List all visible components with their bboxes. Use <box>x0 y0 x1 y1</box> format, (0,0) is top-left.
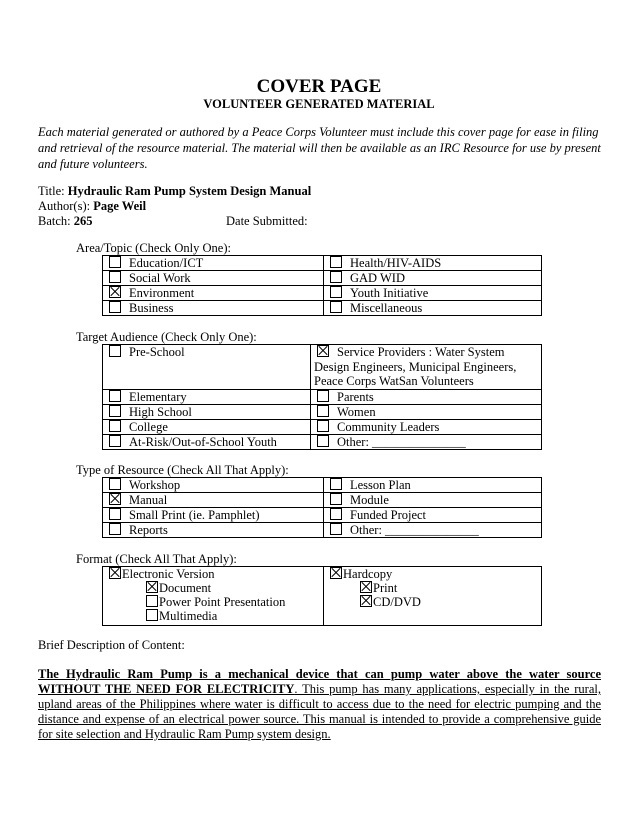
option-label: Service Providers : Water System <box>337 345 505 359</box>
date-submitted-label: Date Submitted: <box>226 214 308 228</box>
format-option[interactable] <box>330 567 541 581</box>
checked-checkbox-icon[interactable] <box>317 345 329 357</box>
option-label: Pre-School <box>129 345 185 359</box>
format-heading: Format (Check All That Apply): <box>76 552 237 566</box>
audience-option[interactable] <box>103 345 311 390</box>
author-value: Page Weil <box>93 199 147 213</box>
checkbox-icon[interactable] <box>109 271 121 283</box>
option-label: Social Work <box>129 271 191 285</box>
audience-option[interactable] <box>311 405 542 420</box>
audience-option[interactable] <box>311 420 542 435</box>
option-label: Design Engineers, Municipal Engineers, <box>314 359 517 374</box>
checkbox-icon[interactable] <box>109 435 121 447</box>
description-body: . This pump has many applications, especially in the rural, upland areas of the Philippines where water is difficult to access due to the need for electric pumping and the distance and expense of an electrical power source. This manual is intended to provide a comprehensive guide for site selection and Hydraulic Ram Pump system design. <box>38 682 601 741</box>
description-lead: The Hydraulic Ram Pump is a mechanical device that can pump water above the water source WITHOUT THE NEED FOR ELECTRICITY <box>38 667 601 696</box>
resource-option[interactable] <box>324 493 542 508</box>
checkbox-icon[interactable] <box>330 301 342 313</box>
area-heading: Area/Topic (Check Only One): <box>76 241 231 255</box>
checkbox-icon[interactable] <box>109 523 121 535</box>
audience-option[interactable] <box>311 390 542 405</box>
resource-option[interactable] <box>103 493 324 508</box>
title-label: Title: <box>38 184 68 198</box>
checkbox-icon[interactable] <box>330 523 342 535</box>
area-option[interactable] <box>103 271 324 286</box>
audience-option[interactable] <box>103 420 311 435</box>
audience-option[interactable] <box>311 435 542 450</box>
resource-option[interactable] <box>324 523 542 538</box>
batch-line <box>38 214 93 229</box>
intro-text: Each material generated or authored by a Peace Corps Volunteer must include this cover page for ease in filing and retrieval of the resource material. The material will then be available as an IRC Resource for use by present and future volunteers. <box>38 125 601 171</box>
option-label: Funded Project <box>350 508 427 522</box>
option-label: Other: _______________ <box>337 435 466 450</box>
checkbox-icon[interactable] <box>330 286 342 298</box>
option-label: Women <box>337 405 376 420</box>
page-subtitle: VOLUNTEER GENERATED MATERIAL <box>203 97 435 111</box>
area-option[interactable] <box>103 301 324 316</box>
area-option[interactable] <box>324 286 542 301</box>
resource-heading: Type of Resource (Check All That Apply): <box>76 463 289 477</box>
option-label: Miscellaneous <box>350 301 423 315</box>
area-table <box>102 255 542 316</box>
option-label: CD/DVD <box>373 595 421 609</box>
author-label: Author(s): <box>38 199 94 213</box>
checked-checkbox-icon[interactable] <box>146 581 158 593</box>
option-label: Workshop <box>129 478 181 492</box>
checkbox-icon[interactable] <box>109 301 121 313</box>
format-electronic-cell <box>103 567 324 626</box>
checkbox-icon[interactable] <box>146 595 158 607</box>
title-value: Hydraulic Ram Pump System Design Manual <box>67 184 312 198</box>
batch-value: 265 <box>73 214 93 228</box>
option-label: Power Point Presentation <box>159 595 286 609</box>
brief-description-label: Brief Description of Content: <box>38 638 185 652</box>
checkbox-icon[interactable] <box>330 493 342 505</box>
option-label: Community Leaders <box>337 420 440 435</box>
option-label: Document <box>159 581 212 595</box>
format-option[interactable] <box>330 581 541 595</box>
option-label: Education/ICT <box>129 256 204 270</box>
checkbox-icon[interactable] <box>330 508 342 520</box>
area-option[interactable] <box>103 286 324 301</box>
checkbox-icon[interactable] <box>109 420 121 432</box>
resource-option[interactable] <box>103 478 324 493</box>
checkbox-icon[interactable] <box>109 508 121 520</box>
checked-checkbox-icon[interactable] <box>360 595 372 607</box>
checkbox-icon[interactable] <box>109 390 121 402</box>
audience-option[interactable] <box>311 345 542 390</box>
checkbox-icon[interactable] <box>330 478 342 490</box>
resource-option[interactable] <box>103 508 324 523</box>
area-option[interactable] <box>324 271 542 286</box>
option-label: Multimedia <box>159 609 218 623</box>
area-option[interactable] <box>324 256 542 271</box>
option-label: Parents <box>337 390 374 405</box>
option-label: Lesson Plan <box>350 478 411 492</box>
checked-checkbox-icon[interactable] <box>360 581 372 593</box>
resource-option[interactable] <box>103 523 324 538</box>
checkbox-icon[interactable] <box>146 609 158 621</box>
format-hardcopy-cell <box>324 567 542 626</box>
resource-option[interactable] <box>324 508 542 523</box>
title-line <box>38 184 311 199</box>
option-label: GAD WID <box>350 271 405 285</box>
option-label: Hardcopy <box>343 567 393 581</box>
format-table <box>102 566 542 626</box>
batch-label: Batch: <box>38 214 74 228</box>
content-description <box>38 667 601 742</box>
option-label: Other: _______________ <box>350 523 479 537</box>
option-label: Environment <box>129 286 195 300</box>
checkbox-icon[interactable] <box>109 345 121 357</box>
checkbox-icon[interactable] <box>317 390 329 402</box>
resource-table <box>102 477 542 538</box>
option-label: Reports <box>129 523 168 537</box>
checkbox-icon[interactable] <box>109 405 121 417</box>
option-label: Print <box>373 581 398 595</box>
format-option[interactable] <box>109 581 323 595</box>
checkbox-icon[interactable] <box>317 435 329 447</box>
area-option[interactable] <box>103 256 324 271</box>
checked-checkbox-icon[interactable] <box>109 567 121 579</box>
option-label: Module <box>350 493 389 507</box>
checked-checkbox-icon[interactable] <box>330 567 342 579</box>
checkbox-icon[interactable] <box>317 405 329 417</box>
audience-table <box>102 344 542 450</box>
page-title: COVER PAGE <box>256 76 382 97</box>
resource-option[interactable] <box>324 478 542 493</box>
format-option[interactable] <box>109 609 323 623</box>
option-label: Youth Initiative <box>350 286 429 300</box>
option-label: Elementary <box>129 390 187 405</box>
format-option[interactable] <box>109 595 323 609</box>
format-option[interactable] <box>330 595 541 609</box>
option-label: Manual <box>129 493 168 507</box>
checked-checkbox-icon[interactable] <box>109 286 121 298</box>
checked-checkbox-icon[interactable] <box>109 493 121 505</box>
option-label: Small Print (ie. Pamphlet) <box>129 508 260 522</box>
checkbox-icon[interactable] <box>330 271 342 283</box>
audience-heading: Target Audience (Check Only One): <box>76 330 257 344</box>
checkbox-icon[interactable] <box>317 420 329 432</box>
area-option[interactable] <box>324 301 542 316</box>
checkbox-icon[interactable] <box>109 478 121 490</box>
option-label: High School <box>129 405 192 420</box>
audience-option[interactable] <box>103 405 311 420</box>
audience-option[interactable] <box>103 390 311 405</box>
option-label: At-Risk/Out-of-School Youth <box>129 435 277 450</box>
checkbox-icon[interactable] <box>109 256 121 268</box>
option-label: Peace Corps WatSan Volunteers <box>314 374 474 389</box>
checkbox-icon[interactable] <box>330 256 342 268</box>
option-label: College <box>129 420 168 435</box>
audience-option[interactable] <box>103 435 311 450</box>
format-option[interactable] <box>109 567 323 581</box>
option-label: Health/HIV-AIDS <box>350 256 442 270</box>
option-label: Business <box>129 301 174 315</box>
author-line <box>38 199 146 214</box>
option-label: Electronic Version <box>122 567 215 581</box>
